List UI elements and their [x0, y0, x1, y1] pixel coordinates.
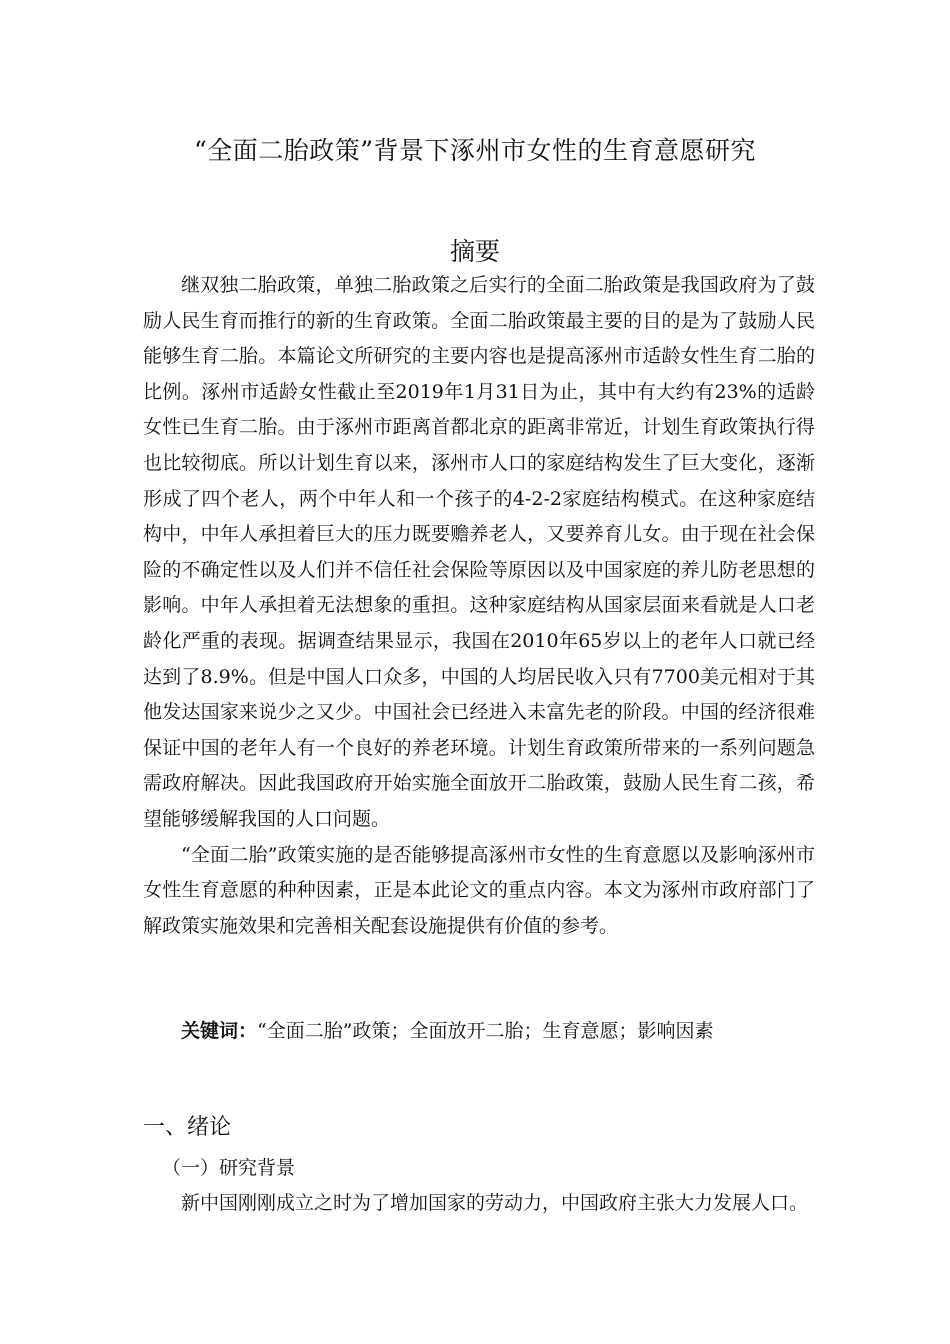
abstract-paragraph-1: 继双独二胎政策，单独二胎政策之后实行的全面二胎政策是我国政府为了鼓励人民生育而推行的新的生育政策。全面二胎政策最主要的目的是为了鼓励人民能够生育二胎。本篇论文所研究的主要内容也是提高涿州市适龄女性生育二胎的比例。涿州市适龄女性截止至2019年1月31日为止，其中有大约有23%的适龄女性已生育二胎。由于涿州市距离首都北京的距离非常近，计划生育政策执行得也比较彻底。所以计划生育以来，涿州市人口的家庭结构发生了巨大变化，逐渐形成了四个老人，两个中年人和一个孩子的4-2-2家庭结构模式。在这种家庭结构中，中年人承担着巨大的压力既要赡养老人，又要养育儿女。由于现在社会保险的不确定性以及人们并不信任社会保险等原因以及中国家庭的养儿防老思想的影响。中年人承担着无法想象的重担。这种家庭结构从国家层面来看就是人口老龄化严重的表现。据调查结果显示，我国在2010年65岁以上的老年人口就已经达到了8.9%。但是中国人口众多，中国的人均居民收入只有7700美元相对于其他发达国家来说少之又少。中国社会已经进入未富先老的阶段。中国的经济很难保证中国的老年人有一个良好的养老环境。计划生育政策所带来的一系列问题急需政府解决。因此我国政府开始实施全面放开二胎政策，鼓励人民生育二孩，希望能够缓解我国的人口问题。 — [143, 274, 815, 830]
document-title: “全面二胎政策”背景下涿州市女性的生育意愿研究 — [193, 136, 757, 165]
body-paragraph: 新中国刚刚成立之时为了增加国家的劳动力，中国政府主张大力发展人口。 — [181, 1192, 809, 1214]
keywords-text: “全面二胎”政策；全面放开二胎；生育意愿；影响因素 — [257, 1020, 714, 1042]
section-heading: 一、绪论 — [143, 1115, 232, 1140]
body-text — [143, 1186, 815, 1221]
keywords-label: 关键词： — [181, 1020, 258, 1042]
subsection-heading: （一）研究背景 — [162, 1157, 296, 1179]
abstract-heading: 摘要 — [449, 237, 500, 266]
abstract-paragraph-2: “全面二胎”政策实施的是否能够提高涿州市女性的生育意愿以及影响涿州市女性生育意愿的种种因素，正是本此论文的重点内容。本文为涿州市政府部门了解政策实施效果和完善相关配套设施提供有价值的参考。 — [143, 843, 815, 937]
abstract-body — [143, 268, 815, 944]
keywords-line — [181, 1014, 821, 1049]
